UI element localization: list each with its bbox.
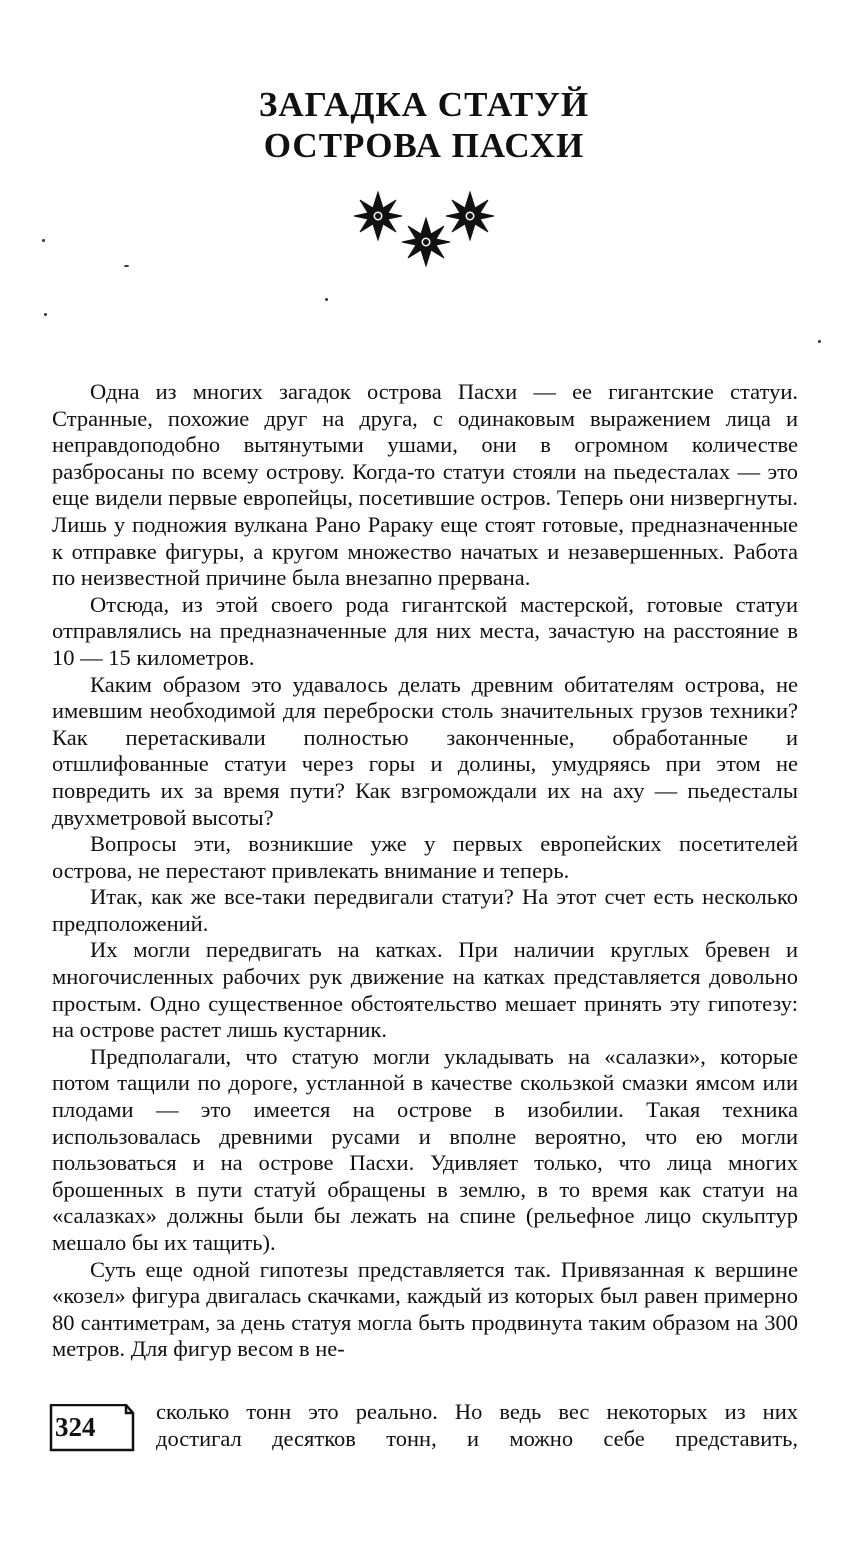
paragraph: Отсюда, из этой своего рода гигантской мастерской, готовые статуи отправлялись на предназначенные для них места, зачастую на расстояние в 10 — 15 километров. — [52, 591, 798, 670]
chapter-title-line-2: ОСТРОВА ПАСХИ — [263, 126, 585, 165]
paragraph: Итак, как же все-таки передвигали статуи? На этот счет есть несколько предположений. — [52, 884, 798, 936]
chapter-title — [0, 84, 848, 166]
chapter-title-line-1: ЗАГАДКА СТАТУЙ — [258, 85, 590, 124]
scan-speck — [124, 265, 129, 267]
text-line: сколько тонн это реально. Но ведь вес некоторых из них — [156, 1399, 798, 1424]
page-number: 324 — [55, 1412, 96, 1442]
paragraph: Вопросы эти, возникшие уже у первых европейских посетителей острова, не перестают привлекать внимание и теперь. — [52, 831, 798, 883]
text-line: достигал десятков тонн, и можно себе представить, — [156, 1425, 798, 1451]
scan-speck — [818, 340, 821, 343]
three-star-ornament-icon — [340, 188, 510, 278]
scan-speck — [44, 313, 47, 316]
paragraph: Одна из многих загадок острова Пасхи — ее гигантские статуи. Странные, похожие друг на друга, с одинаковым выражением лица и неправдоподобно вытянутыми ушами, они в огромном количестве разбросаны по всему острову. Когда-то статуи стояли на пьедесталах — это еще видели первые европейцы, посетившие остров. Теперь они низвергнуты. Лишь у подножия вулкана Рано Рараку еще стоят готовые, предназначенные к отправке фигуры, а кругом множество начатых и незавершенных. Работа по неизвестной причине была внезапно прервана. — [52, 379, 798, 591]
scan-speck — [325, 298, 328, 301]
paragraph: Предполагали, что статую могли укладывать на «салазки», которые потом тащили по дороге, устланной в качестве скользкой смазки ямсом или плодами — это имеется на острове в изобилии. Такая техника использовалась древними русами и вполне вероятно, что ею могли пользоваться и на острове Пасхи. Удивляет только, что лица многих брошенных в пути статуй обращены в землю, в то время как статуи на «салазках» должны были бы лежать на спине (рельефное лицо скульптур мешало бы их тащить). — [52, 1043, 798, 1255]
paragraph: Суть еще одной гипотезы представляется так. Привязанная к вершине «козел» фигура двигалась скачками, каждый из которых был равен примерно 80 сантиметрам, за день статуя могла быть продвинута таким образом на 300 метров. Для фигур весом в не- — [52, 1256, 798, 1362]
page-number-frame — [49, 1404, 135, 1452]
scan-speck — [42, 239, 45, 242]
body-text-tail — [156, 1399, 798, 1452]
paragraph: Каким образом это удавалось делать древним обитателям острова, не имевшим необходимой для переброски столь значительных грузов техники? Как перетаскивали полностью законченные, обработанные и отшлифованные статуи через горы и долины, умудряясь при этом не повредить их за время пути? Как взгромождали их на аху — пьедесталы двухметровой высоты? — [52, 671, 798, 830]
paragraph: Их могли передвигать на катках. При наличии круглых бревен и многочисленных рабочих рук движение на катках представляется довольно простым. Одно существенное обстоятельство мешает принять эту гипотезу: на острове растет лишь кустарник. — [52, 937, 798, 1043]
body-text — [52, 379, 798, 1363]
